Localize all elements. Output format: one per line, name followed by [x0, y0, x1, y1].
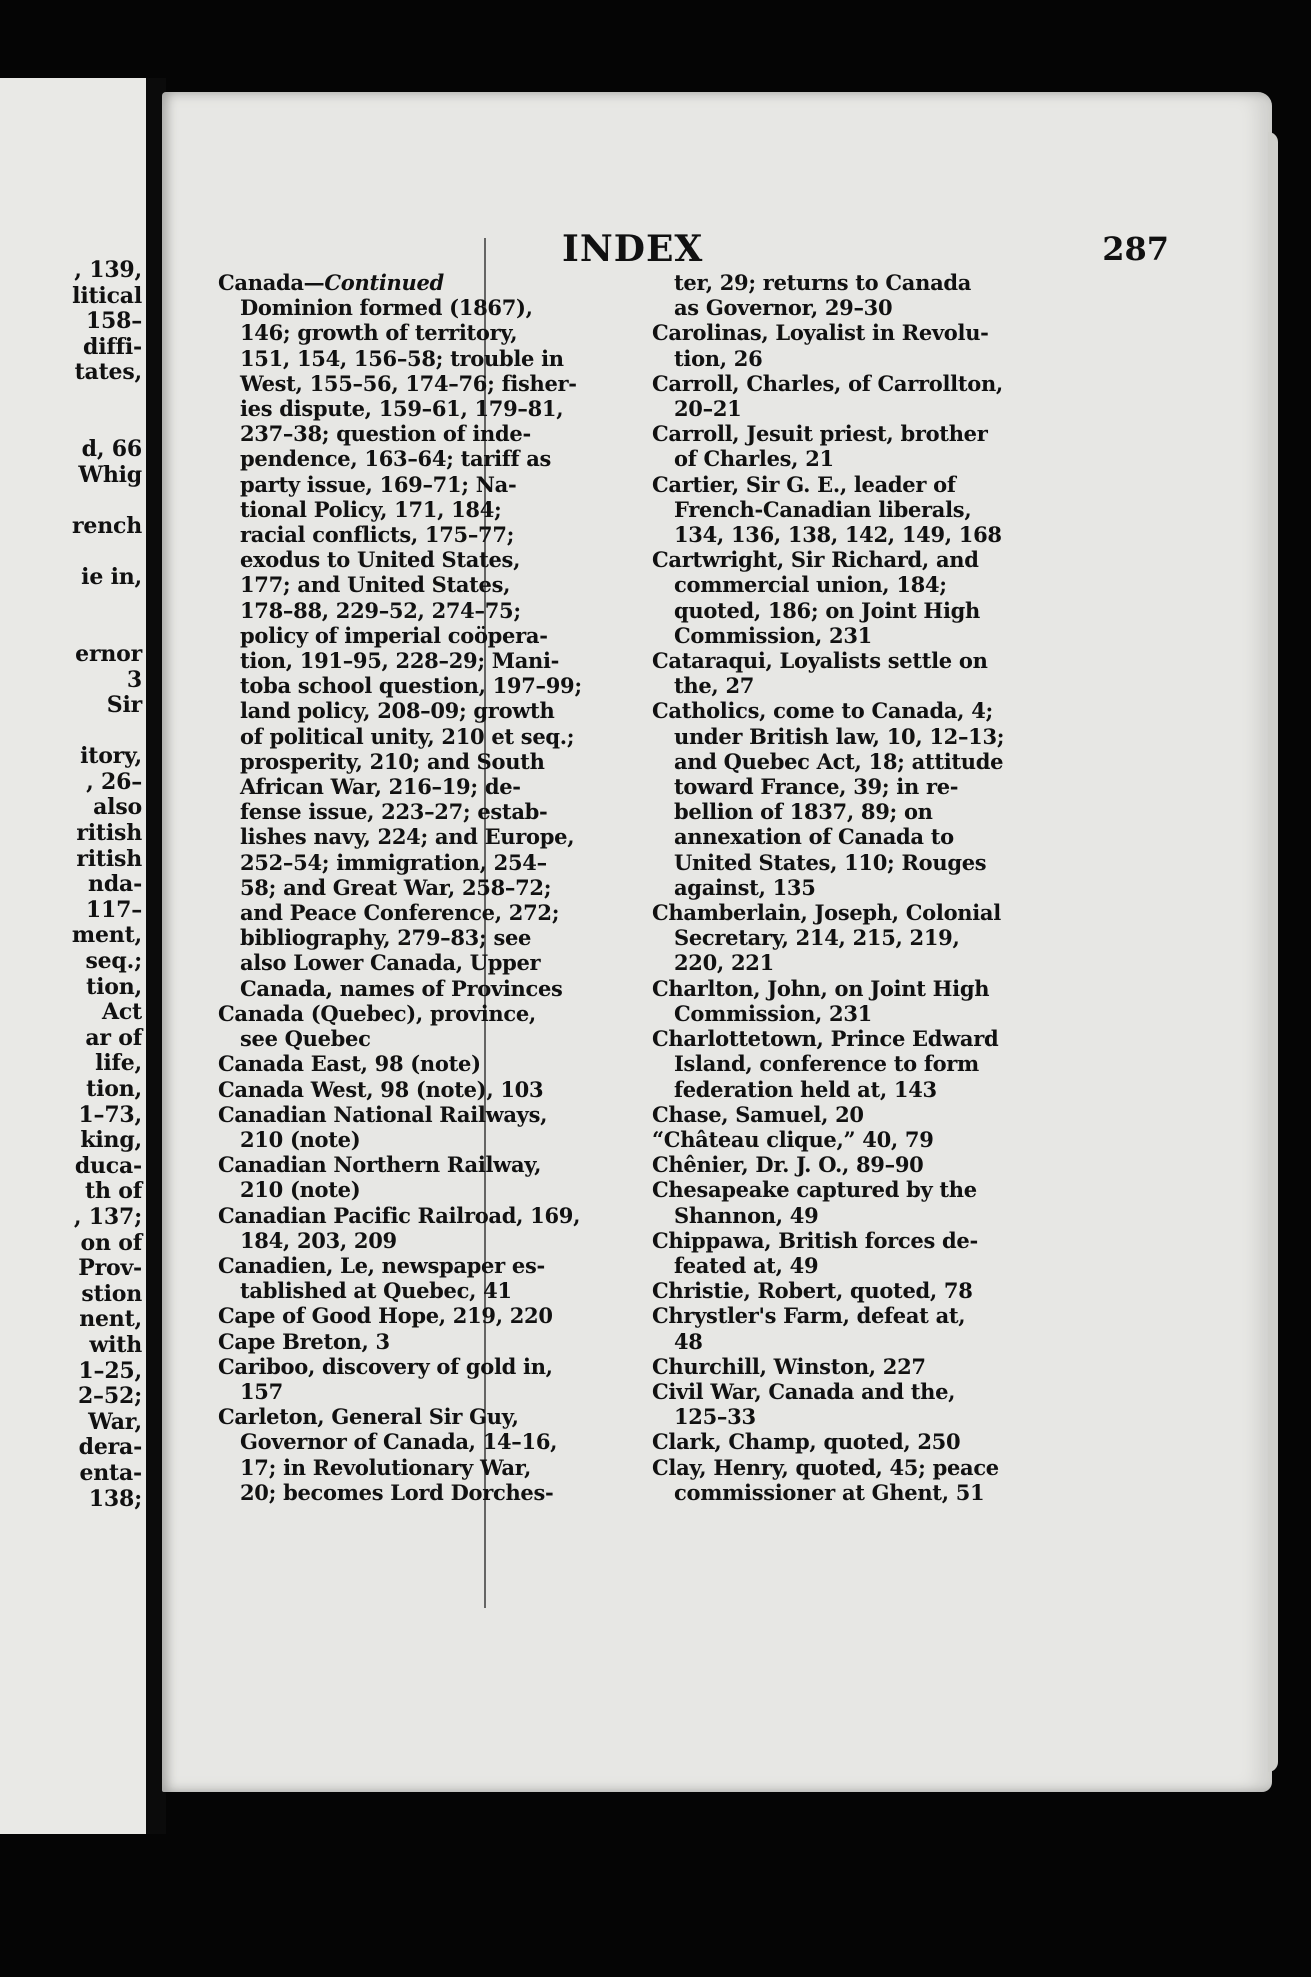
index-line-text: Governor of Canada, 14–16, [240, 1429, 558, 1455]
index-line-text: commissioner at Ghent, 51 [674, 1479, 985, 1505]
index-line-text: bellion of 1837, 89; on [674, 799, 933, 825]
index-line [218, 925, 618, 950]
index-line-italic: Continued [324, 270, 444, 295]
facing-page-line: itory, [80, 743, 142, 770]
index-line-text: 134, 136, 138, 142, 149, 168 [674, 522, 1002, 548]
facing-page-line: ment, [71, 922, 142, 949]
index-line [652, 522, 1152, 547]
index-line [218, 598, 618, 623]
index-line-text: policy of imperial coöpera- [240, 622, 548, 648]
index-line [218, 1329, 618, 1354]
index-line [652, 547, 1152, 572]
index-line [218, 698, 618, 723]
index-line [652, 774, 1152, 799]
index-line-text: Chesapeake captured by the [652, 1177, 977, 1203]
index-line [218, 1228, 618, 1253]
index-line [218, 270, 618, 295]
facing-page-edge [0, 78, 146, 1834]
index-line [218, 522, 618, 547]
facing-page-line: War, [88, 1408, 142, 1435]
index-line [652, 875, 1152, 900]
index-line [218, 1379, 618, 1404]
index-line-text: Carroll, Jesuit priest, brother [652, 421, 988, 447]
index-line-text: tion, 26 [674, 345, 763, 371]
index-line-text: United States, 110; Rouges [674, 849, 987, 875]
facing-page-line [72, 488, 142, 514]
index-line-text: prosperity, 210; and South [240, 748, 545, 774]
index-line [652, 1329, 1152, 1354]
index-line-text: Chippawa, British forces de- [652, 1227, 978, 1253]
index-line-text: 210 (note) [240, 1177, 361, 1203]
index-line [652, 1203, 1152, 1228]
index-line [652, 1152, 1152, 1177]
index-line-text: toward France, 39; in re- [674, 774, 959, 800]
index-line [652, 270, 1152, 295]
index-column-right [652, 270, 1152, 1505]
index-line-text: Shannon, 49 [674, 1202, 819, 1228]
index-line [218, 1429, 618, 1454]
index-line [218, 1455, 618, 1480]
index-line-text: quoted, 186; on Joint High [674, 597, 980, 623]
index-line-text: 220, 221 [674, 950, 774, 976]
index-page [162, 92, 1272, 1792]
index-line-text: Canadien, Le, newspaper es- [218, 1252, 545, 1278]
index-line-text: Island, conference to form [674, 1051, 979, 1077]
index-line [652, 572, 1152, 597]
index-line-text: commercial union, 184; [674, 572, 947, 598]
index-line-text: 17; in Revolutionary War, [240, 1454, 531, 1480]
index-line-text: as Governor, 29–30 [674, 295, 893, 321]
index-line [652, 1253, 1152, 1278]
index-line-text: Cartwright, Sir Richard, and [652, 547, 979, 573]
facing-page-line: ie in, [81, 564, 142, 591]
facing-page-line: litical [72, 282, 142, 309]
index-line [652, 497, 1152, 522]
index-line-text: 125–33 [674, 1404, 756, 1430]
index-line-text: Carolinas, Loyalist in Revolu- [652, 320, 989, 346]
facing-page-line [72, 719, 142, 745]
facing-page-line: , 139, [74, 257, 142, 283]
index-line [652, 1404, 1152, 1429]
index-line-text: Canada, names of Provinces [240, 975, 563, 1001]
index-line [652, 446, 1152, 471]
index-line-text: 252–54; immigration, 254– [240, 849, 547, 875]
index-line [218, 421, 618, 446]
index-line [652, 976, 1152, 1001]
index-line-text: annexation of Canada to [674, 824, 954, 850]
index-line-text: Canada East, 98 (note) [218, 1051, 481, 1077]
index-line [218, 774, 618, 799]
index-line-text: Clark, Champ, quoted, 250 [652, 1429, 961, 1455]
index-line-text: Chênier, Dr. J. O., 89–90 [652, 1152, 924, 1178]
index-line-text: Chrystler's Farm, defeat at, [652, 1303, 966, 1329]
page-edge [1268, 132, 1278, 1772]
facing-page-line: Sir [106, 692, 142, 719]
index-line [652, 1001, 1152, 1026]
index-line-text: Cartier, Sir G. E., leader of [652, 471, 956, 497]
index-line-text: Secretary, 214, 215, 219, [674, 925, 960, 951]
facing-page-line: seq.; [85, 948, 142, 975]
index-line-text: 157 [240, 1378, 283, 1404]
index-line-text: the, 27 [674, 673, 755, 699]
facing-page-line: tates, [74, 359, 142, 386]
index-line [652, 1026, 1152, 1051]
index-line [218, 673, 618, 698]
index-line [652, 1127, 1152, 1152]
facing-page-line: ritish [76, 820, 142, 847]
facing-page-line: ar of [85, 1024, 142, 1051]
index-line-text: 178–88, 229–52, 274–75; [240, 597, 521, 623]
index-line-text: and Quebec Act, 18; attitude [674, 748, 1004, 774]
index-line [652, 295, 1152, 320]
facing-page-line: d, 66 [81, 436, 142, 463]
facing-page-line: Prov- [78, 1255, 142, 1282]
index-line-text: 48 [674, 1328, 703, 1354]
index-line-text: land policy, 208–09; growth [240, 698, 555, 724]
index-line-text: of political unity, 210 et seq.; [240, 723, 575, 749]
index-line [218, 1278, 618, 1303]
index-line [218, 1077, 618, 1102]
index-line [652, 396, 1152, 421]
index-line-text: racial conflicts, 175–77; [240, 522, 515, 548]
facing-page-line: stion [81, 1280, 142, 1307]
index-line [218, 371, 618, 396]
index-line-text: see Quebec [240, 1026, 371, 1052]
index-line [652, 1228, 1152, 1253]
facing-page-line: , 26– [86, 768, 142, 795]
index-line-text: Canadian Northern Railway, [218, 1152, 542, 1178]
facing-page-line: ritish [76, 845, 142, 872]
index-line [218, 1253, 618, 1278]
index-line [652, 598, 1152, 623]
index-line-text: bibliography, 279–83; see [240, 925, 532, 951]
index-line [652, 925, 1152, 950]
index-line [218, 850, 618, 875]
index-line-text: Christie, Robert, quoted, 78 [652, 1278, 973, 1304]
index-line-text: 58; and Great War, 258–72; [240, 874, 552, 900]
index-line-text: Civil War, Canada and the, [652, 1378, 956, 1404]
index-column-left [218, 270, 618, 1505]
facing-page-line: 138; [88, 1485, 142, 1512]
index-line-text: French-Canadian liberals, [674, 496, 972, 522]
index-line [218, 1354, 618, 1379]
index-line-text: Canadian Pacific Railroad, 169, [218, 1202, 581, 1228]
index-line [218, 950, 618, 975]
index-line-text: also Lower Canada, Upper [240, 950, 541, 976]
index-line-text: Commission, 231 [674, 622, 872, 648]
index-line [218, 724, 618, 749]
index-line [652, 1303, 1152, 1328]
index-line [652, 1455, 1152, 1480]
index-line [218, 572, 618, 597]
index-line [218, 1177, 618, 1202]
index-line [652, 1278, 1152, 1303]
facing-page-line: 3 [126, 666, 142, 693]
index-line-text: West, 155–56, 174–76; fisher- [240, 370, 577, 396]
facing-page-line: dera- [78, 1434, 142, 1461]
index-line [218, 900, 618, 925]
index-line [652, 1379, 1152, 1404]
index-line-text: lishes navy, 224; and Europe, [240, 824, 575, 850]
facing-page-line: tion, [86, 973, 142, 1000]
index-line-text: toba school question, 197–99; [240, 673, 582, 699]
index-line [218, 1001, 618, 1026]
index-line-text: Clay, Henry, quoted, 45; peace [652, 1454, 999, 1480]
facing-page-text [72, 258, 142, 1512]
index-line [652, 799, 1152, 824]
index-line-text: Canada (Quebec), province, [218, 1000, 536, 1026]
index-line-text: 20–21 [674, 396, 742, 422]
facing-page-line: , 137; [73, 1203, 142, 1230]
index-line [218, 799, 618, 824]
index-line [652, 850, 1152, 875]
index-line [218, 1152, 618, 1177]
index-line-text: tion, 191–95, 228–29; Mani- [240, 648, 560, 674]
index-line [652, 320, 1152, 345]
index-line-text: tional Policy, 171, 184; [240, 496, 502, 522]
index-line-text: Canadian National Railways, [218, 1101, 548, 1127]
index-line-text: 184, 203, 209 [240, 1227, 397, 1253]
facing-page-line: rench [72, 512, 142, 539]
index-line [652, 648, 1152, 673]
facing-page-line: th of [85, 1178, 142, 1205]
index-line [652, 1429, 1152, 1454]
index-line-text: Chamberlain, Joseph, Colonial [652, 900, 1001, 926]
index-line [652, 673, 1152, 698]
index-line-text: Carroll, Charles, of Carrollton, [652, 370, 1003, 396]
index-line [218, 346, 618, 371]
index-line [218, 446, 618, 471]
facing-page-line [72, 591, 142, 617]
index-line [652, 749, 1152, 774]
index-line-text: Cape of Good Hope, 219, 220 [218, 1303, 553, 1329]
facing-page-line: tion, [86, 1076, 142, 1102]
index-line-text: 210 (note) [240, 1126, 361, 1152]
index-line [652, 371, 1152, 396]
facing-page-line: enta- [79, 1459, 142, 1486]
index-line [652, 724, 1152, 749]
index-line [652, 824, 1152, 849]
index-line [652, 950, 1152, 975]
facing-page-line [72, 412, 142, 438]
facing-page-line: Act [101, 999, 142, 1026]
index-line-text: party issue, 169–71; Na- [240, 471, 517, 497]
facing-page-line: nent, [79, 1306, 142, 1333]
facing-page-line: 1–73, [78, 1101, 142, 1128]
facing-page-line: 117– [85, 896, 142, 923]
index-line-text: federation held at, 143 [674, 1076, 937, 1102]
index-line [218, 1203, 618, 1228]
index-line [218, 824, 618, 849]
index-line-text: African War, 216–19; de- [240, 774, 521, 800]
index-line-text: 146; growth of territory, [240, 320, 518, 346]
index-line [218, 396, 618, 421]
index-line-text: fense issue, 223–27; estab- [240, 799, 548, 825]
index-line [218, 547, 618, 572]
facing-page-line: 2–52; [77, 1383, 142, 1410]
facing-page-line: 158– [85, 308, 142, 335]
index-line-text: ies dispute, 159–61, 179–81, [240, 396, 564, 422]
facing-page-line: king, [80, 1127, 142, 1154]
index-line [218, 1127, 618, 1152]
index-line [218, 497, 618, 522]
index-line-text: Carleton, General Sir Guy, [218, 1404, 519, 1430]
page-title: INDEX [562, 228, 704, 270]
page-number: 287 [1102, 230, 1169, 268]
index-line [218, 472, 618, 497]
facing-page-line: diffi- [83, 333, 142, 360]
index-line-text: 20; becomes Lord Dorches- [240, 1479, 554, 1505]
index-line [652, 421, 1152, 446]
index-line-text: 151, 154, 156–58; trouble in [240, 345, 564, 371]
index-line [652, 472, 1152, 497]
index-line-text: Cataraqui, Loyalists settle on [652, 648, 988, 674]
index-line-text: Dominion formed (1867), [240, 295, 533, 321]
index-line-text: Cape Breton, 3 [218, 1328, 390, 1354]
facing-page-line [72, 616, 142, 642]
index-line-text: Charlton, John, on Joint High [652, 975, 990, 1001]
index-line-text: under British law, 10, 12–13; [674, 723, 1005, 749]
facing-page-line: life, [95, 1050, 142, 1077]
index-line-text: 177; and United States, [240, 572, 511, 598]
index-line [218, 1026, 618, 1051]
facing-page-line: on of [80, 1229, 142, 1256]
index-line-text: 237–38; question of inde- [240, 421, 531, 447]
index-line-text: Catholics, come to Canada, 4; [652, 698, 993, 724]
index-line-text: Charlottetown, Prince Edward [652, 1026, 999, 1052]
facing-page-line: ernor [75, 640, 142, 667]
index-line-text: ter, 29; returns to Canada [674, 270, 972, 295]
index-line [218, 875, 618, 900]
index-line [218, 1303, 618, 1328]
facing-page-line: with [89, 1331, 142, 1358]
index-line-text: Commission, 231 [674, 1000, 872, 1026]
index-line-text: pendence, 163–64; tariff as [240, 446, 552, 472]
index-line-text: tablished at Quebec, 41 [240, 1278, 512, 1304]
index-line-text: and Peace Conference, 272; [240, 900, 560, 926]
index-line-text: against, 135 [674, 874, 816, 900]
index-line [218, 1480, 618, 1505]
index-line [652, 900, 1152, 925]
index-line [218, 648, 618, 673]
facing-page-line: 1–25, [78, 1357, 142, 1384]
index-line [218, 1404, 618, 1429]
index-line [652, 1077, 1152, 1102]
index-line [652, 1354, 1152, 1379]
index-line-text: Canada— [218, 270, 325, 295]
index-line [652, 623, 1152, 648]
index-line-text: Chase, Samuel, 20 [652, 1101, 864, 1127]
index-line [218, 623, 618, 648]
index-line-text: Churchill, Winston, 227 [652, 1353, 926, 1379]
facing-page-line [72, 540, 142, 566]
index-line [218, 1102, 618, 1127]
index-line [652, 1177, 1152, 1202]
facing-page-line: nda- [88, 871, 142, 898]
index-line [218, 320, 618, 345]
index-line [218, 295, 618, 320]
index-line [218, 749, 618, 774]
index-line-text: Cariboo, discovery of gold in, [218, 1353, 553, 1379]
index-line-text: feated at, 49 [674, 1252, 819, 1278]
index-line-text: “Château clique,” 40, 79 [652, 1126, 934, 1152]
index-line [218, 1051, 618, 1076]
index-line [652, 1051, 1152, 1076]
index-line [652, 698, 1152, 723]
index-line-text: exodus to United States, [240, 547, 521, 573]
facing-page-line: also [93, 794, 142, 821]
index-line [218, 976, 618, 1001]
facing-page-line: duca- [74, 1152, 142, 1179]
index-line [652, 1102, 1152, 1127]
facing-page-line: Whig [78, 461, 142, 488]
index-line-text: Canada West, 98 (note), 103 [218, 1076, 544, 1102]
index-line [652, 1480, 1152, 1505]
index-line-text: of Charles, 21 [674, 446, 834, 472]
facing-page-line [72, 386, 142, 412]
index-line [652, 346, 1152, 371]
